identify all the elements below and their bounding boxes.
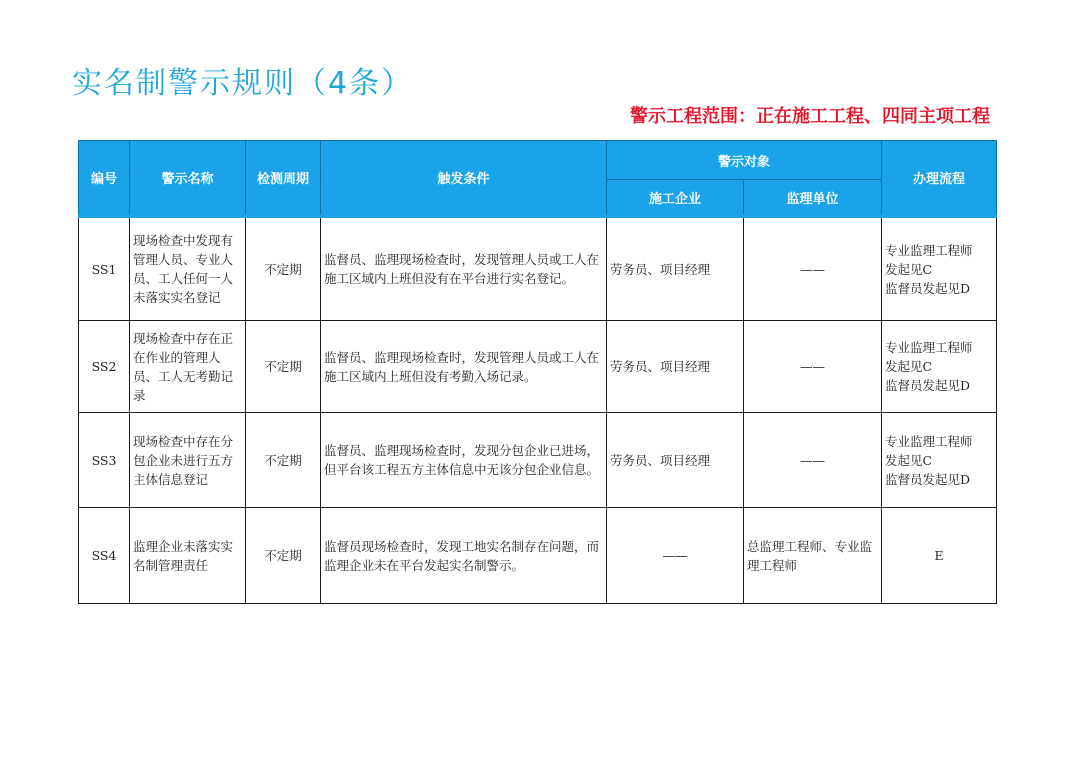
table-row: [79, 216, 997, 321]
process-line: 发起见C: [885, 261, 933, 277]
header-condition: 触发条件: [321, 141, 607, 217]
rule-process: [882, 321, 997, 413]
rule-condition: 监督员现场检查时，发现工地实名制存在问题，而监理企业未在平台发起实名制警示。: [321, 508, 607, 604]
process-line: 监督员发起见D: [885, 378, 971, 393]
rule-cycle: 不定期: [246, 216, 321, 321]
rule-condition: 监督员、监理现场检查时，发现分包企业已进场，但平台该工程五方主体信息中无该分包企业信息。: [321, 413, 607, 508]
target-supervision: 总监理工程师、专业监理工程师: [744, 508, 882, 604]
rule-id: SS2: [79, 321, 130, 413]
process-line: 专业监理工程师: [885, 433, 973, 449]
warning-scope: 警示工程范围：正在施工工程、四同主项工程: [630, 106, 990, 127]
rule-name: 现场检查中存在正在作业的管理人员、工人无考勤记录: [130, 321, 246, 413]
rule-condition: 监督员、监理现场检查时，发现管理人员或工人在施工区域内上班但没有在平台进行实名登记。: [321, 216, 607, 321]
rule-process: [882, 216, 997, 321]
target-construction: 劳务员、项目经理: [607, 413, 744, 508]
target-construction: 劳务员、项目经理: [607, 321, 744, 413]
rules-table: [78, 140, 997, 604]
target-supervision: ——: [744, 413, 882, 508]
rule-cycle: 不定期: [246, 508, 321, 604]
header-process: 办理流程: [882, 141, 997, 217]
header-id: 编号: [79, 141, 130, 217]
process-line: 监督员发起见D: [885, 280, 971, 296]
process-line: 专业监理工程师: [885, 340, 973, 355]
process-line: 监督员发起见D: [885, 471, 971, 487]
target-construction: ——: [607, 508, 744, 604]
rule-name: 监理企业未落实实名制管理责任: [130, 508, 246, 604]
table-row: [79, 413, 997, 508]
target-supervision: ——: [744, 216, 882, 321]
table-row: [79, 321, 997, 413]
rule-name: 现场检查中发现有管理人员、专业人员、工人任何一人未落实实名登记: [130, 216, 246, 321]
rule-id: SS3: [79, 413, 130, 508]
rule-id: SS1: [79, 216, 130, 321]
rule-cycle: 不定期: [246, 321, 321, 413]
rule-process: [882, 413, 997, 508]
rule-name: 现场检查中存在分包企业未进行五方主体信息登记: [130, 413, 246, 508]
header-target: 警示对象: [607, 141, 882, 180]
target-construction: 劳务员、项目经理: [607, 216, 744, 321]
rule-cycle: 不定期: [246, 413, 321, 508]
process-line: 专业监理工程师: [885, 242, 973, 258]
header-name: 警示名称: [130, 141, 246, 217]
header-target-construction: 施工企业: [607, 180, 744, 217]
header-cycle: 检测周期: [246, 141, 321, 217]
rule-id: SS4: [79, 508, 130, 604]
process-line: E: [934, 548, 944, 563]
rule-process: [882, 508, 997, 604]
table-row: [79, 508, 997, 604]
rule-condition: 监督员、监理现场检查时，发现管理人员或工人在施工区域内上班但没有考勤入场记录。: [321, 321, 607, 413]
header-target-supervision: 监理单位: [744, 180, 882, 217]
process-line: 发起见C: [885, 452, 933, 468]
page-title: 实名制警示规则（4条）: [72, 66, 414, 101]
table-header: [79, 141, 997, 217]
target-supervision: ——: [744, 321, 882, 413]
process-line: 发起见C: [885, 359, 933, 374]
